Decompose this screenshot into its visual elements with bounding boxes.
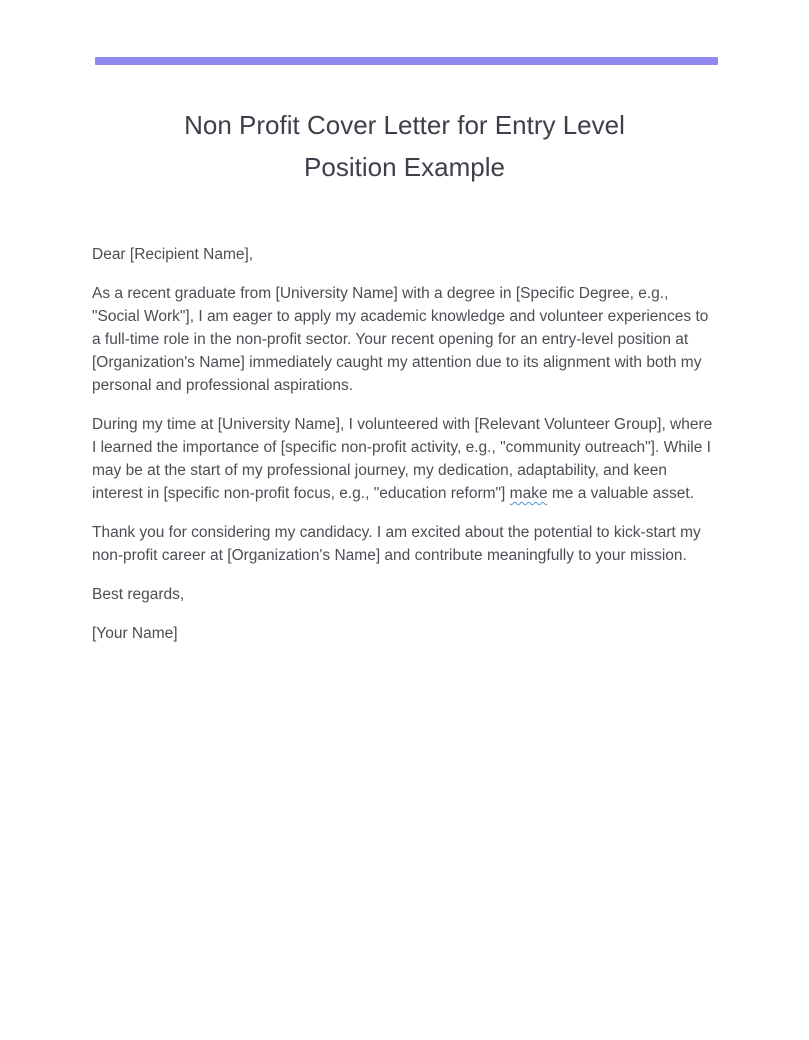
- paragraph-intro: As a recent graduate from [University Name] with a degree in [Specific Degree, e.g., "Social Work"], I am eager to apply my academic knowledge and volunteer experiences to a full-time role in the non-profit sector. Your recent opening for an entry-level position at [Organization's Name] immediately caught my attention due to its alignment with both my personal and professional aspirations.: [92, 285, 709, 394]
- closing: Best regards,: [92, 586, 185, 603]
- spellcheck-flagged-word: make: [509, 485, 548, 502]
- paragraph-volunteer: [92, 413, 717, 505]
- signature-placeholder: [Your Name]: [92, 625, 178, 642]
- paragraph-volunteer-before: During my time at [University Name], I volunteered with [Relevant Volunteer Group], where I learned the importance of [specific non-profit activity, e.g., "community outreach"]. While I may be at the start of my professional journey, my dedication, adaptability, and keen interest in [specific non-profit focus, e.g., "education reform"]: [92, 416, 713, 502]
- page-title-text: Non Profit Cover Letter for Entry Level Position Example: [184, 110, 625, 182]
- paragraph-volunteer-after: me a valuable asset.: [547, 485, 695, 502]
- letter-body: [92, 243, 717, 661]
- page-title: [92, 104, 717, 188]
- accent-bar: [95, 57, 718, 65]
- paragraph-thanks: Thank you for considering my candidacy. I am excited about the potential to kick-start my non-profit career at [Organization's Name] and contribute meaningfully to your mission.: [92, 524, 701, 564]
- salutation: Dear [Recipient Name],: [92, 246, 254, 263]
